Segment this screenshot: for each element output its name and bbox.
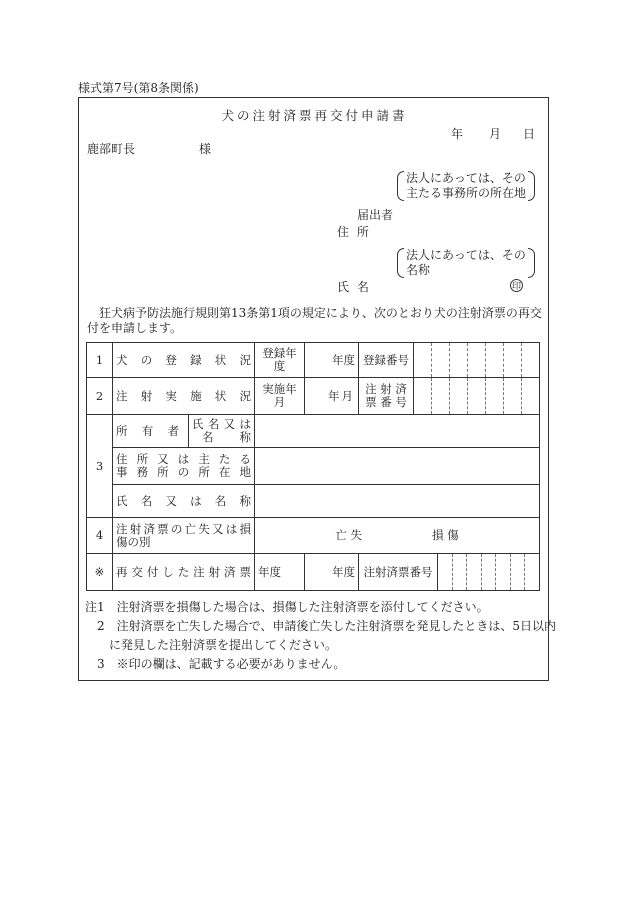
date-year: 年 [451,127,464,141]
seal-mark: 印 [510,279,523,292]
note-2-cont: に発見した注射済票を提出してください。 [85,638,338,652]
form-frame [78,97,557,681]
row3-address-label-line2: 事務所の所在地 [116,465,251,479]
note-3: 3 ※印の欄は、記載する必要がありません。 [85,657,346,671]
row1-label: 犬の登録状況 [116,352,251,367]
row3-address-label-line1: 住所又は主たる [116,452,251,466]
row5-tag-no-boxes [437,554,539,590]
row2-month-unit: 月 [341,388,353,403]
row2-label: 注射実施状況 [116,388,251,403]
row3-address-value [255,448,540,485]
note-2: 2 注射済票を亡失した場合で、申請後亡失した注射済票を発見したときは、5日以内 [85,619,557,633]
row1-num: 1 [87,343,113,378]
row4-label-line2: 傷の別 [116,534,151,549]
row3-num: 3 [87,415,113,518]
name-note: 法人にあっては、その 名称 [397,248,535,278]
date-month: 月 [489,127,502,141]
row1-reg-no-boxes [413,343,539,377]
notes [85,598,556,674]
table-row [87,554,540,591]
form-code: 様式第7号(第8条関係) [78,81,199,95]
row5-year-unit1: 年度 [255,554,305,591]
row3-name-label-line1: 氏 名 又 は [192,417,251,431]
row5-num: ※ [87,554,113,591]
date-day: 日 [523,127,536,141]
application-table [86,342,540,591]
note-1: 注1 注射済票を損傷した場合は、損傷した注射済票を添付してください。 [85,600,489,614]
address-label: 住 所 [337,225,371,239]
row1-reg-no-label: 登録番号 [363,352,409,367]
addressee-name: 鹿部町長 [87,142,136,156]
row5-year-unit2: 年度 [305,554,359,591]
row2-tag-no-label: 注 射 済 票 番 号 [365,382,407,409]
address-note: 法人にあっては、その 主たる事務所の所在地 [397,171,535,201]
table-row [87,415,540,448]
form-title: 犬の注射済票再交付申請書 [221,108,408,123]
row1-year-label: 登録年度 [255,343,305,378]
row3-name-label-line2: 名 称 [202,430,251,444]
table-row [87,518,540,554]
table-row [87,448,540,485]
row4-label-line1: 注射済票の亡失又は損 [116,521,251,536]
name-label: 氏 名 [337,280,371,294]
row2-date-label: 実施年月 [255,378,305,415]
row4-num: 4 [87,518,113,554]
row4-damaged-option: 損 傷 [432,528,459,542]
row3-owner-name-value [255,415,540,448]
row2-tag-no-boxes [413,378,539,414]
row3-owner-label: 所 有 者 [116,423,179,438]
row2-num: 2 [87,378,113,415]
row1-year-unit: 年度 [305,343,359,378]
applicant-label: 届出者 [357,208,394,222]
row5-tag-no-label: 注射済票番号 [363,564,433,579]
table-row [87,378,540,415]
row4-lost-option: 亡 失 [335,528,362,542]
table-row [87,485,540,518]
row3-dog-name-label: 氏名又は名称 [116,493,251,508]
table-row [87,343,540,378]
addressee-honorific: 様 [199,142,212,156]
row5-label: 再交付した注射済票 [116,564,251,579]
intro-text: 狂犬病予防法施行規則第13条第1項の規定により、次のとおり犬の注射済票の再交付を申請します。 [87,306,542,335]
row2-year-unit: 年 [328,388,340,403]
row3-dog-name-value [255,485,540,518]
